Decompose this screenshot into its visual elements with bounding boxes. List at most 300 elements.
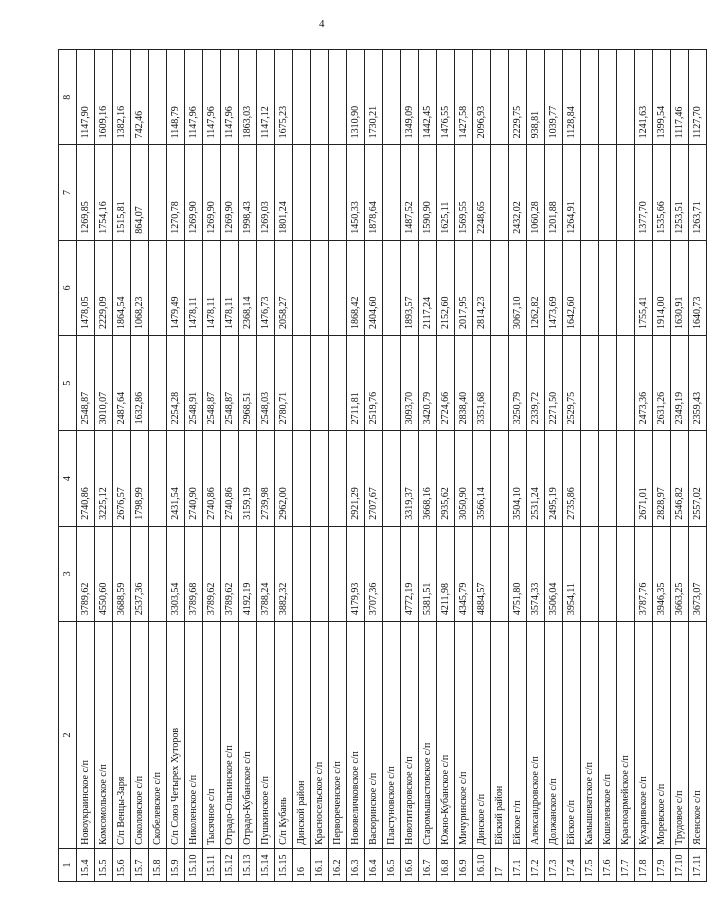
row-number-cell: 17.9 <box>653 848 671 881</box>
settlement-name-cell: Отрадо-Ольгинское с/п <box>221 622 239 849</box>
value-cell: 3506,04 <box>545 526 563 621</box>
table-row <box>545 50 563 882</box>
value-cell <box>149 50 167 145</box>
value-cell: 1640,73 <box>689 240 707 335</box>
row-number-cell: 16.3 <box>347 848 365 881</box>
value-cell: 2531,24 <box>527 431 545 526</box>
value-cell: 1264,91 <box>563 145 581 240</box>
value-cell <box>383 431 401 526</box>
value-cell: 3159,19 <box>239 431 257 526</box>
column-number-header: 4 <box>59 431 77 526</box>
value-cell: 2529,75 <box>563 336 581 431</box>
row-number-cell: 17.3 <box>545 848 563 881</box>
value-cell: 2096,93 <box>473 50 491 145</box>
value-cell: 2254,28 <box>167 336 185 431</box>
table-row <box>527 50 545 882</box>
value-cell: 4211,98 <box>437 526 455 621</box>
row-number-cell: 16.5 <box>383 848 401 881</box>
value-cell: 1478,11 <box>203 240 221 335</box>
value-cell: 2058,27 <box>275 240 293 335</box>
row-number-cell: 17.10 <box>671 848 689 881</box>
table-row <box>455 50 473 882</box>
settlement-name-cell: Камышеватское с/п <box>581 622 599 849</box>
value-cell: 2838,40 <box>455 336 473 431</box>
table-row <box>509 50 527 882</box>
table-row <box>311 50 329 882</box>
value-cell <box>311 431 329 526</box>
settlement-name-cell: Отрадо-Кубанское с/п <box>239 622 257 849</box>
value-cell <box>149 431 167 526</box>
value-cell: 2671,01 <box>635 431 653 526</box>
value-cell <box>491 336 509 431</box>
value-cell: 3789,62 <box>77 526 95 621</box>
value-cell: 1642,60 <box>563 240 581 335</box>
value-cell <box>311 50 329 145</box>
value-cell <box>617 50 635 145</box>
value-cell <box>293 526 311 621</box>
settlement-name-cell: Трудовое с/п <box>671 622 689 849</box>
value-cell <box>383 336 401 431</box>
row-number-cell: 17.4 <box>563 848 581 881</box>
value-cell: 3789,62 <box>221 526 239 621</box>
value-cell: 3250,79 <box>509 336 527 431</box>
value-cell <box>383 240 401 335</box>
row-number-cell: 17.8 <box>635 848 653 881</box>
settlement-name-cell: Скобелевское с/п <box>149 622 167 849</box>
value-cell: 1798,99 <box>131 431 149 526</box>
value-cell <box>599 336 617 431</box>
value-cell: 1270,78 <box>167 145 185 240</box>
value-cell: 2676,57 <box>113 431 131 526</box>
table-row <box>77 50 95 882</box>
table-row <box>149 50 167 882</box>
value-cell: 4751,80 <box>509 526 527 621</box>
value-cell <box>617 240 635 335</box>
value-cell: 3954,11 <box>563 526 581 621</box>
value-cell: 1630,91 <box>671 240 689 335</box>
table-row <box>185 50 203 882</box>
table-row <box>635 50 653 882</box>
value-cell: 1476,73 <box>257 240 275 335</box>
value-cell <box>383 50 401 145</box>
value-cell <box>617 431 635 526</box>
table-row <box>131 50 149 882</box>
value-cell <box>581 145 599 240</box>
value-cell: 2740,86 <box>221 431 239 526</box>
value-cell <box>293 50 311 145</box>
value-cell: 1399,54 <box>653 50 671 145</box>
settlement-name-cell: Александровское с/п <box>527 622 545 849</box>
rotated-table-container <box>58 49 703 882</box>
value-cell: 3067,10 <box>509 240 527 335</box>
value-cell: 1148,79 <box>167 50 185 145</box>
value-cell: 864,07 <box>131 145 149 240</box>
row-number-cell: 16.7 <box>419 848 437 881</box>
value-cell: 1625,11 <box>437 145 455 240</box>
table-row <box>473 50 491 882</box>
value-cell: 2495,19 <box>545 431 563 526</box>
value-cell: 3946,35 <box>653 526 671 621</box>
table-row <box>293 50 311 882</box>
value-cell: 1914,00 <box>653 240 671 335</box>
value-cell <box>329 336 347 431</box>
value-cell <box>311 336 329 431</box>
settlement-name-cell: Кухаривское с/п <box>635 622 653 849</box>
value-cell <box>149 526 167 621</box>
table-row <box>491 50 509 882</box>
value-cell <box>491 240 509 335</box>
column-number-header: 2 <box>59 622 77 849</box>
value-cell <box>329 50 347 145</box>
table-row <box>347 50 365 882</box>
value-cell: 2152,60 <box>437 240 455 335</box>
value-cell: 1128,84 <box>563 50 581 145</box>
settlement-name-cell: Васюринское с/п <box>365 622 383 849</box>
value-cell: 2962,00 <box>275 431 293 526</box>
tariff-table <box>58 49 707 882</box>
value-cell <box>599 145 617 240</box>
value-cell: 1675,23 <box>275 50 293 145</box>
value-cell: 1864,54 <box>113 240 131 335</box>
value-cell <box>311 240 329 335</box>
row-number-cell: 16.9 <box>455 848 473 881</box>
value-cell <box>491 145 509 240</box>
table-row <box>437 50 455 882</box>
value-cell: 1609,16 <box>95 50 113 145</box>
row-number-cell: 17.7 <box>617 848 635 881</box>
settlement-name-cell: Пушкинское с/п <box>257 622 275 849</box>
value-cell: 1377,70 <box>635 145 653 240</box>
value-cell: 938,81 <box>527 50 545 145</box>
value-cell: 1476,55 <box>437 50 455 145</box>
row-number-cell: 16.8 <box>437 848 455 881</box>
value-cell: 3882,32 <box>275 526 293 621</box>
value-cell: 1450,33 <box>347 145 365 240</box>
value-cell: 3789,62 <box>203 526 221 621</box>
table-row <box>95 50 113 882</box>
value-cell: 1269,85 <box>77 145 95 240</box>
value-cell: 1473,69 <box>545 240 563 335</box>
value-cell: 1068,23 <box>131 240 149 335</box>
value-cell: 2519,76 <box>365 336 383 431</box>
value-cell <box>149 336 167 431</box>
value-cell: 2921,29 <box>347 431 365 526</box>
value-cell: 3504,10 <box>509 431 527 526</box>
value-cell: 1479,49 <box>167 240 185 335</box>
value-cell: 4772,19 <box>401 526 419 621</box>
value-cell <box>293 240 311 335</box>
row-number-cell: 15.14 <box>257 848 275 881</box>
value-cell <box>293 145 311 240</box>
table-row <box>401 50 419 882</box>
settlement-name-cell: Нововеличковское с/п <box>347 622 365 849</box>
value-cell: 2473,36 <box>635 336 653 431</box>
value-cell: 2828,97 <box>653 431 671 526</box>
value-cell <box>491 431 509 526</box>
value-cell <box>383 526 401 621</box>
value-cell: 3351,68 <box>473 336 491 431</box>
value-cell: 1241,63 <box>635 50 653 145</box>
value-cell: 742,46 <box>131 50 149 145</box>
table-body <box>59 50 707 882</box>
row-number-cell: 17.6 <box>599 848 617 881</box>
value-cell: 4192,19 <box>239 526 257 621</box>
table-row <box>329 50 347 882</box>
table-row <box>239 50 257 882</box>
value-cell: 1117,46 <box>671 50 689 145</box>
value-cell: 1269,90 <box>185 145 203 240</box>
value-cell: 3663,25 <box>671 526 689 621</box>
table-row <box>563 50 581 882</box>
value-cell: 3050,90 <box>455 431 473 526</box>
value-cell: 1535,66 <box>653 145 671 240</box>
settlement-name-cell: Ясенское с/п <box>689 622 707 849</box>
value-cell: 3688,59 <box>113 526 131 621</box>
row-number-cell: 16 <box>293 848 311 881</box>
table-row <box>167 50 185 882</box>
value-cell: 1801,24 <box>275 145 293 240</box>
table-row <box>365 50 383 882</box>
table-row <box>689 50 707 882</box>
value-cell: 2557,02 <box>689 431 707 526</box>
value-cell: 1147,96 <box>203 50 221 145</box>
value-cell: 1349,09 <box>401 50 419 145</box>
row-number-cell: 16.4 <box>365 848 383 881</box>
value-cell: 1754,16 <box>95 145 113 240</box>
settlement-name-cell: Николенское с/п <box>185 622 203 849</box>
value-cell: 3668,16 <box>419 431 437 526</box>
table-row <box>617 50 635 882</box>
value-cell <box>293 431 311 526</box>
row-number-cell: 15.9 <box>167 848 185 881</box>
page-number: 4 <box>319 18 325 30</box>
value-cell: 2740,86 <box>77 431 95 526</box>
value-cell: 2740,86 <box>203 431 221 526</box>
value-cell: 3420,79 <box>419 336 437 431</box>
row-number-cell: 15.6 <box>113 848 131 881</box>
value-cell <box>329 526 347 621</box>
value-cell: 3566,14 <box>473 431 491 526</box>
table-row <box>113 50 131 882</box>
row-number-cell: 16.1 <box>311 848 329 881</box>
value-cell: 1269,90 <box>203 145 221 240</box>
settlement-name-cell: Красносельское с/п <box>311 622 329 849</box>
settlement-name-cell: Тысячное с/п <box>203 622 221 849</box>
value-cell: 2548,87 <box>77 336 95 431</box>
value-cell <box>491 50 509 145</box>
value-cell: 3787,76 <box>635 526 653 621</box>
settlement-name-cell: Должанское с/п <box>545 622 563 849</box>
value-cell: 1147,96 <box>221 50 239 145</box>
settlement-name-cell: Моревское с/п <box>653 622 671 849</box>
value-cell: 2349,19 <box>671 336 689 431</box>
value-cell: 2548,03 <box>257 336 275 431</box>
value-cell: 2735,86 <box>563 431 581 526</box>
value-cell: 2739,98 <box>257 431 275 526</box>
value-cell: 3010,07 <box>95 336 113 431</box>
value-cell: 4550,60 <box>95 526 113 621</box>
value-cell: 2814,23 <box>473 240 491 335</box>
settlement-name-cell: Кошелевское с/п <box>599 622 617 849</box>
value-cell: 1478,05 <box>77 240 95 335</box>
settlement-name-cell: Ейское г/п <box>509 622 527 849</box>
table-row <box>203 50 221 882</box>
column-number-header: 3 <box>59 526 77 621</box>
row-number-cell: 15.11 <box>203 848 221 881</box>
value-cell: 5381,51 <box>419 526 437 621</box>
value-cell: 2431,54 <box>167 431 185 526</box>
settlement-name-cell: Новотитаровское с/п <box>401 622 419 849</box>
value-cell: 3707,36 <box>365 526 383 621</box>
value-cell <box>599 526 617 621</box>
settlement-name-cell: Динское с/п <box>473 622 491 849</box>
value-cell <box>383 145 401 240</box>
value-cell: 3789,68 <box>185 526 203 621</box>
value-cell: 4884,57 <box>473 526 491 621</box>
row-number-cell: 17.11 <box>689 848 707 881</box>
value-cell: 3093,70 <box>401 336 419 431</box>
row-number-cell: 15.15 <box>275 848 293 881</box>
value-cell: 3319,37 <box>401 431 419 526</box>
value-cell: 4345,79 <box>455 526 473 621</box>
table-row <box>671 50 689 882</box>
value-cell: 2271,50 <box>545 336 563 431</box>
settlement-name-cell: Пластуновское с/п <box>383 622 401 849</box>
value-cell <box>329 240 347 335</box>
value-cell: 2968,51 <box>239 336 257 431</box>
value-cell <box>581 526 599 621</box>
value-cell: 3303,54 <box>167 526 185 621</box>
value-cell: 1998,43 <box>239 145 257 240</box>
row-number-cell: 17.2 <box>527 848 545 881</box>
value-cell: 2780,71 <box>275 336 293 431</box>
column-number-header: 6 <box>59 240 77 335</box>
value-cell: 2432,02 <box>509 145 527 240</box>
value-cell: 2229,75 <box>509 50 527 145</box>
value-cell: 3673,07 <box>689 526 707 621</box>
table-row <box>275 50 293 882</box>
value-cell: 2359,43 <box>689 336 707 431</box>
value-cell: 2707,67 <box>365 431 383 526</box>
value-cell: 2339,72 <box>527 336 545 431</box>
value-cell <box>329 431 347 526</box>
value-cell: 1147,90 <box>77 50 95 145</box>
value-cell: 1310,90 <box>347 50 365 145</box>
value-cell: 1878,64 <box>365 145 383 240</box>
table-row <box>221 50 239 882</box>
row-number-cell: 17 <box>491 848 509 881</box>
row-number-cell: 17.1 <box>509 848 527 881</box>
settlement-name-cell: Комсомольское с/п <box>95 622 113 849</box>
settlement-name-cell: Динской район <box>293 622 311 849</box>
table-row <box>581 50 599 882</box>
value-cell: 2117,24 <box>419 240 437 335</box>
value-cell <box>311 526 329 621</box>
value-cell: 2740,90 <box>185 431 203 526</box>
row-number-cell: 15.5 <box>95 848 113 881</box>
value-cell: 1590,90 <box>419 145 437 240</box>
value-cell: 2546,82 <box>671 431 689 526</box>
column-number-header: 8 <box>59 50 77 145</box>
value-cell <box>149 240 167 335</box>
value-cell: 1478,11 <box>221 240 239 335</box>
settlement-name-cell: Мичуринское с/п <box>455 622 473 849</box>
settlement-name-cell: С/п Кубань <box>275 622 293 849</box>
settlement-name-cell: С/п Союз Четырех Хуторов <box>167 622 185 849</box>
value-cell <box>599 50 617 145</box>
row-number-cell: 16.6 <box>401 848 419 881</box>
value-cell: 1755,41 <box>635 240 653 335</box>
value-cell: 1730,21 <box>365 50 383 145</box>
column-number-header: 1 <box>59 848 77 881</box>
value-cell: 3574,33 <box>527 526 545 621</box>
value-cell <box>581 50 599 145</box>
table-row <box>383 50 401 882</box>
value-cell: 1515,81 <box>113 145 131 240</box>
value-cell: 1632,86 <box>131 336 149 431</box>
value-cell <box>329 145 347 240</box>
value-cell: 1478,11 <box>185 240 203 335</box>
value-cell: 1487,52 <box>401 145 419 240</box>
value-cell: 1263,71 <box>689 145 707 240</box>
row-number-cell: 15.13 <box>239 848 257 881</box>
settlement-name-cell: Соколовское с/п <box>131 622 149 849</box>
value-cell: 2711,81 <box>347 336 365 431</box>
row-number-cell: 15.7 <box>131 848 149 881</box>
value-cell <box>599 431 617 526</box>
header-row <box>59 50 77 882</box>
row-number-cell: 15.4 <box>77 848 95 881</box>
value-cell <box>149 145 167 240</box>
column-number-header: 7 <box>59 145 77 240</box>
value-cell <box>581 431 599 526</box>
value-cell: 1569,55 <box>455 145 473 240</box>
settlement-name-cell: Ейский район <box>491 622 509 849</box>
value-cell: 1060,28 <box>527 145 545 240</box>
value-cell <box>617 336 635 431</box>
value-cell <box>617 526 635 621</box>
row-number-cell: 17.5 <box>581 848 599 881</box>
value-cell: 2631,26 <box>653 336 671 431</box>
row-number-cell: 15.12 <box>221 848 239 881</box>
value-cell: 2229,09 <box>95 240 113 335</box>
value-cell <box>491 526 509 621</box>
value-cell: 1442,45 <box>419 50 437 145</box>
settlement-name-cell: С/п Венцы-Заря <box>113 622 131 849</box>
value-cell: 3225,12 <box>95 431 113 526</box>
value-cell <box>581 240 599 335</box>
value-cell: 1269,90 <box>221 145 239 240</box>
value-cell: 1262,82 <box>527 240 545 335</box>
value-cell: 1868,42 <box>347 240 365 335</box>
value-cell: 4179,93 <box>347 526 365 621</box>
value-cell: 1269,03 <box>257 145 275 240</box>
value-cell <box>599 240 617 335</box>
settlement-name-cell: Ейское с/п <box>563 622 581 849</box>
column-number-header: 5 <box>59 336 77 431</box>
value-cell: 1201,88 <box>545 145 563 240</box>
settlement-name-cell: Новоукраинское с/п <box>77 622 95 849</box>
table-row <box>419 50 437 882</box>
value-cell: 1147,96 <box>185 50 203 145</box>
value-cell <box>617 145 635 240</box>
row-number-cell: 16.2 <box>329 848 347 881</box>
value-cell: 2368,14 <box>239 240 257 335</box>
value-cell: 1253,51 <box>671 145 689 240</box>
settlement-name-cell: Южно-Кубанское с/п <box>437 622 455 849</box>
value-cell: 1147,12 <box>257 50 275 145</box>
table-row <box>257 50 275 882</box>
